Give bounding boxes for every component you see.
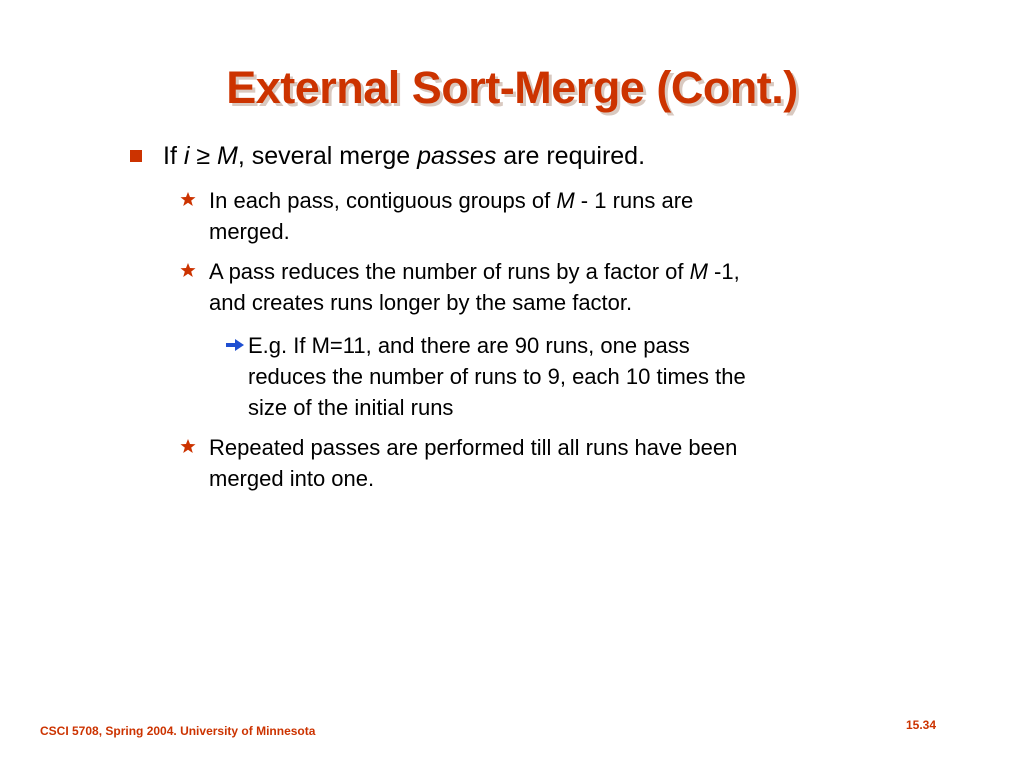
bullet-level3-line: E.g. If M=11, and there are 90 runs, one pass [248,333,690,358]
text-segment: -1, [707,259,740,284]
passes-emphasis: passes [417,142,497,170]
bullet-level1-line [163,142,645,171]
footer-course-label: CSCI 5708, Spring 2004. University of Minnesota [40,724,316,738]
star-bullet-icon [180,262,196,278]
bullet-level2-line [209,259,740,285]
var-m: M [689,259,708,284]
slide-title: External Sort-Merge (Cont.) [226,62,798,113]
bullet-level2-line [209,188,693,214]
bullet-level3-line: reduces the number of runs to 9, each 10 times the [248,364,746,389]
footer-page-number: 15.34 [906,718,937,732]
square-bullet-icon [130,150,142,162]
bullet-level3-line: size of the initial runs [248,395,454,420]
text-segment: - 1 runs are [574,188,694,213]
text-segment: If [163,142,184,170]
bullet-level2-line: merged into one. [209,466,375,491]
arrow-bullet-icon [225,337,245,353]
bullet-level2-line: and creates runs longer by the same factor. [209,290,633,315]
var-m: M [217,142,238,170]
text-segment: In each pass, contiguous groups of [209,188,557,213]
text-segment: , several merge [237,142,418,170]
var-i: i [183,142,190,170]
text-segment: A pass reduces the number of runs by a factor of [209,259,690,284]
bullet-level2-line: Repeated passes are performed till all runs have been [209,435,738,460]
var-m: M [556,188,575,213]
bullet-level2-line: merged. [209,219,290,244]
geq-symbol: ≥ [189,142,218,170]
star-bullet-icon [180,438,196,454]
star-bullet-icon [180,191,196,207]
text-segment: are required. [496,142,646,170]
